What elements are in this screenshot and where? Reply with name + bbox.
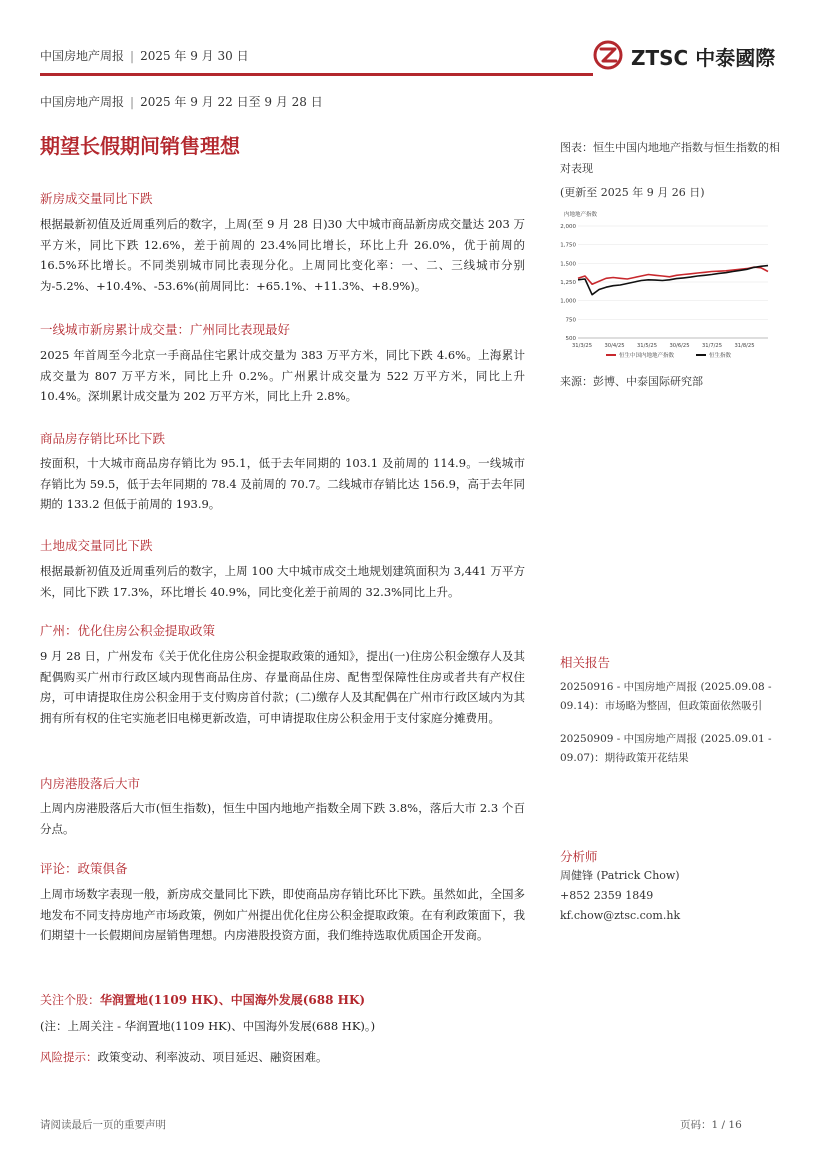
chart-y-tick-label: 1,500: [560, 261, 576, 268]
section-body-guangzhou: 9 月 28 日，广州发布《关于优化住房公积金提取政策的通知》，提出(一)住房公积金缴存人及其配偶购买广州市行政区域内现售商品住房、存量商品住房、配售型保障性住房或者共有产权住房，可申请提取住房公积金用于支付购房首付款；(二)缴存人及其配偶在广州市行政区域内为其拥有所有权的住宅实施老旧电梯更新改造，可申请提取住房公积金用于支付家庭分摊费用。: [40, 649, 525, 725]
analyst-phone: +852 2359 1849: [560, 889, 654, 902]
section-title-guangzhou: 广州：优化住房公积金提取政策: [40, 623, 216, 638]
chart-y-tick-label: 2,000: [560, 224, 576, 230]
chart-y-tick-label: 1,750: [560, 242, 576, 249]
chart-y-tick-label: 1,250: [560, 280, 576, 286]
related-report-item[interactable]: 20250909 - 中国房地产周报 (2025.09.01 - 09.07)：期待政策开花结果: [560, 733, 772, 764]
report-name: 中国房地产周报: [40, 49, 125, 63]
section-title-new-home: 新房成交量同比下跌: [40, 191, 153, 206]
chart-y-axis-label: 内地地产指数: [564, 212, 598, 218]
section-body-stocks: 上周内房港股落后大市(恒生指数)，恒生中国内地地产指数全周下跌 3.8%，落后大市 2.3 个百分点。: [40, 801, 525, 836]
section-body-tier1: 2025 年首周至今北京一手商品住宅累计成交量为 383 万平方米，同比下跌 4.6%。上海累计成交量为 807 万平方米，同比上升 0.2%。广州累计成交量为 522 万平方米，同比上升 10.4%。深圳累计成交量为 202 万平方米，同比上升 2.8%。: [40, 348, 525, 403]
focus-stocks: [40, 991, 525, 1008]
focus-stock-names: 华润置地(1109 HK)、中国海外发展(688 HK): [100, 993, 366, 1007]
section-body-new-home: 根据最新初值及近周重列后的数字，上周(至 9 月 28 日)30 大中城市商品新房成交量达 203 万平方米，同比下跌 12.6%，差于前周的 23.4%同比增长，环比上升 26.0%，优于前周的 16.5%环比增长。不同类别城市同比表现分化。上周同比变化率：一、二、三线城市分别为-5.2%、+10.4%、-53.6%(前周同比：+65.1%、+11.3%、+8.9%)。: [40, 217, 525, 293]
report-period: 2025 年 9 月 22 日至 9 月 28 日: [140, 95, 323, 109]
related-reports-title: 相关报告: [560, 655, 611, 670]
chart-x-tick-label: 31/3/25: [572, 343, 592, 349]
period-report-name: 中国房地产周报: [40, 95, 125, 109]
section-body-comment: 上周市场数字表现一般，新房成交量同比下跌，即使商品房存销比环比下跌。虽然如此，全国多地发布不同支持房地产市场政策，例如广州提出优化住房公积金提取政策。在有利政策面下，我们期望十一长假期间房屋销售理想。内房港股投资方面，我们维持选取优质国企开发商。: [40, 887, 525, 942]
relative-performance-chart: [556, 206, 786, 366]
chart-y-tick-label: 1,000: [560, 298, 576, 305]
header-separator: |: [130, 49, 135, 63]
focus-note: (注：上周关注 - 华润置地(1109 HK)、中国海外发展(688 HK)。): [40, 1019, 376, 1033]
period-separator: |: [130, 95, 135, 109]
chart-x-tick-label: 31/8/25: [734, 343, 755, 349]
section-title-tier1: 一线城市新房累计成交量：广州同比表现最好: [40, 322, 291, 337]
section-body-land: 根据最新初值及近周重列后的数字，上周 100 大中城市成交土地规划建筑面积为 3,441 万平方米，同比下跌 17.3%，环比增长 40.9%，同比变化差于前周的 32.3%同比上升。: [40, 564, 525, 599]
chart-series-line: [578, 266, 768, 295]
logo-text: ZTSC 中泰國際: [631, 46, 776, 70]
footer-disclaimer: 请阅读最后一页的重要声明: [40, 1119, 166, 1131]
figure-source: 来源：彭博、中泰国际研究部: [560, 375, 703, 388]
section-title-land: 土地成交量同比下跌: [40, 538, 153, 553]
section-title-inventory: 商品房存销比环比下跌: [40, 431, 166, 446]
header-divider: [40, 73, 593, 76]
chart-legend-label: 恒生中国内地地产指数: [619, 353, 675, 359]
risk-text: 政策变动、利率波动、项目延迟、融资困难。: [97, 1050, 328, 1064]
chart-x-tick-label: 30/4/25: [604, 343, 625, 349]
company-logo: [593, 40, 776, 70]
chart-y-tick-label: 750: [565, 317, 576, 324]
risk-warning: [40, 1047, 525, 1068]
figure-caption: 图表：恒生中国内地地产指数与恒生指数的相对表现: [560, 141, 780, 175]
chart-x-tick-label: 30/6/25: [669, 343, 690, 349]
figure-update-note: (更新至 2025 年 9 月 26 日): [560, 186, 705, 199]
analyst-title: 分析师: [560, 849, 598, 864]
chart-x-tick-label: 31/7/25: [702, 343, 722, 349]
related-report-item[interactable]: 20250916 - 中国房地产周报 (2025.09.08 - 09.14)：市场略为整固，但政策面依然吸引: [560, 681, 772, 712]
page-title: 期望长假期间销售理想: [40, 134, 240, 158]
header-top: [40, 47, 249, 64]
header-period: [40, 93, 323, 110]
analyst-name: 周健锋 (Patrick Chow): [560, 869, 680, 882]
chart-x-tick-label: 31/5/25: [637, 343, 657, 349]
report-date: 2025 年 9 月 30 日: [140, 49, 249, 63]
section-title-stocks: 内房港股落后大市: [40, 776, 141, 791]
risk-label: 风险提示：: [40, 1050, 98, 1064]
page-number: 页码：1 / 16: [680, 1119, 742, 1131]
section-body-inventory: 按面积，十大城市商品房存销比为 95.1，低于去年同期的 103.1 及前周的 114.9。一线城市存销比为 59.5，低于去年同期的 78.4 及前周的 70.7。二线城市存销比达 156.9，高于去年同期的 133.2 但低于前周的 193.9。: [40, 456, 525, 511]
chart-legend-label: 恒生指数: [709, 353, 732, 359]
ztsc-logo-icon: [593, 40, 627, 70]
focus-label: 关注个股：: [40, 993, 101, 1007]
analyst-email[interactable]: kf.chow@ztsc.com.hk: [560, 909, 681, 922]
chart-y-tick-label: 500: [565, 336, 576, 342]
section-title-comment: 评论：政策俱备: [40, 861, 128, 876]
